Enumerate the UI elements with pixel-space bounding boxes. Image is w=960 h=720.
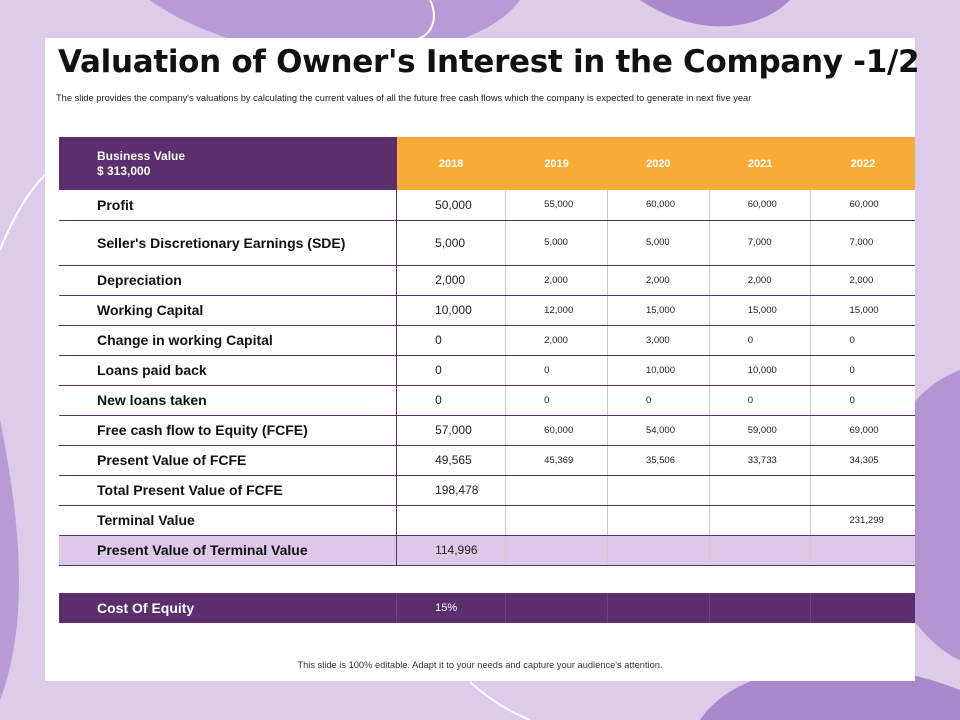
table-row xyxy=(59,295,915,325)
table-cell: 5,000 xyxy=(506,220,608,265)
table-cell: 3,000 xyxy=(607,325,709,355)
table-row xyxy=(59,325,915,355)
table-cell: 0 xyxy=(811,355,915,385)
row-label: Total Present Value of FCFE xyxy=(59,475,397,505)
table-row xyxy=(59,505,915,535)
table-cell xyxy=(709,593,811,623)
table-cell: 10,000 xyxy=(607,355,709,385)
table-cell: 69,000 xyxy=(811,415,915,445)
table-cell: 10,000 xyxy=(709,355,811,385)
row-label: Seller's Discretionary Earnings (SDE) xyxy=(59,220,397,265)
table-spacer xyxy=(59,565,915,593)
valuation-table xyxy=(59,137,915,623)
year-header-2021: 2021 xyxy=(709,137,811,190)
row-label: Working Capital xyxy=(59,295,397,325)
table-cell: 0 xyxy=(397,325,506,355)
table-cell: 114,996 xyxy=(397,535,506,565)
table-cell xyxy=(397,505,506,535)
table-row xyxy=(59,535,915,565)
table-cell: 10,000 xyxy=(397,295,506,325)
table-row xyxy=(59,265,915,295)
table-cell: 0 xyxy=(709,325,811,355)
footer-note: This slide is 100% editable. Adapt it to your needs and capture your audience's attention. xyxy=(297,660,663,670)
table-cell: 231,299 xyxy=(811,505,915,535)
table-cell xyxy=(811,475,915,505)
table-cell: 54,000 xyxy=(607,415,709,445)
table-row xyxy=(59,355,915,385)
table-cell: 12,000 xyxy=(506,295,608,325)
table-row xyxy=(59,190,915,220)
year-header-2019: 2019 xyxy=(506,137,608,190)
table-cell xyxy=(607,593,709,623)
table-cell: 2,000 xyxy=(811,265,915,295)
table-cell: 0 xyxy=(607,385,709,415)
table-cell: 45,369 xyxy=(506,445,608,475)
row-label: Free cash flow to Equity (FCFE) xyxy=(59,415,397,445)
cost-of-equity-row xyxy=(59,593,915,623)
table-cell: 2,000 xyxy=(506,265,608,295)
table-cell: 57,000 xyxy=(397,415,506,445)
table-cell: 7,000 xyxy=(811,220,915,265)
table-cell xyxy=(607,475,709,505)
table-cell: 198,478 xyxy=(397,475,506,505)
table-cell: 2,000 xyxy=(709,265,811,295)
table-row xyxy=(59,475,915,505)
year-header-2020: 2020 xyxy=(607,137,709,190)
row-label: Terminal Value xyxy=(59,505,397,535)
table-cell: 5,000 xyxy=(607,220,709,265)
page-title: Valuation of Owner's Interest in the Company -1/2 xyxy=(58,44,920,80)
table-cell xyxy=(607,535,709,565)
table-cell xyxy=(506,505,608,535)
table-cell: 0 xyxy=(506,355,608,385)
table-cell: 50,000 xyxy=(397,190,506,220)
table-row xyxy=(59,385,915,415)
table-cell: 60,000 xyxy=(607,190,709,220)
row-label: Present Value of Terminal Value xyxy=(59,535,397,565)
table-cell: 15,000 xyxy=(811,295,915,325)
table-cell xyxy=(709,505,811,535)
table-cell: 34,305 xyxy=(811,445,915,475)
row-label: Depreciation xyxy=(59,265,397,295)
table-cell xyxy=(709,535,811,565)
business-value-amount: $ 313,000 xyxy=(97,163,151,178)
table-cell: 0 xyxy=(397,355,506,385)
table-cell: 60,000 xyxy=(506,415,608,445)
table-cell: 0 xyxy=(811,385,915,415)
cost-of-equity-value: 15% xyxy=(397,593,506,623)
table-cell: 33,733 xyxy=(709,445,811,475)
table-cell: 2,000 xyxy=(506,325,608,355)
year-header-2022: 2022 xyxy=(811,137,915,190)
table-cell: 2,000 xyxy=(397,265,506,295)
table-header-row xyxy=(59,137,915,190)
table-cell: 15,000 xyxy=(607,295,709,325)
table-cell: 7,000 xyxy=(709,220,811,265)
table-cell: 59,000 xyxy=(709,415,811,445)
table-cell: 60,000 xyxy=(811,190,915,220)
page-subtitle: The slide provides the company's valuations by calculating the current values of all the future free cash flows which the company is expected to generate in next five year xyxy=(56,93,752,103)
row-label: Profit xyxy=(59,190,397,220)
year-header-2018: 2018 xyxy=(397,137,506,190)
table-cell xyxy=(811,535,915,565)
table-row xyxy=(59,220,915,265)
business-value-header xyxy=(59,137,397,190)
table-row xyxy=(59,415,915,445)
table-cell xyxy=(607,505,709,535)
table-cell: 0 xyxy=(709,385,811,415)
table-cell: 15,000 xyxy=(709,295,811,325)
business-value-label: Business Value xyxy=(97,148,186,163)
table-cell xyxy=(506,475,608,505)
table-cell: 2,000 xyxy=(607,265,709,295)
row-label: Present Value of FCFE xyxy=(59,445,397,475)
cost-of-equity-label: Cost Of Equity xyxy=(59,593,397,623)
slide-panel xyxy=(45,38,920,681)
table-cell xyxy=(811,593,915,623)
table-cell: 0 xyxy=(397,385,506,415)
table-cell: 35,506 xyxy=(607,445,709,475)
table-cell: 0 xyxy=(506,385,608,415)
table-row xyxy=(59,445,915,475)
table-cell xyxy=(709,475,811,505)
table-cell: 49,565 xyxy=(397,445,506,475)
table-cell: 5,000 xyxy=(397,220,506,265)
row-label: Loans paid back xyxy=(59,355,397,385)
table-cell: 0 xyxy=(811,325,915,355)
row-label: Change in working Capital xyxy=(59,325,397,355)
table-cell xyxy=(506,593,608,623)
table-cell: 55,000 xyxy=(506,190,608,220)
table-cell: 60,000 xyxy=(709,190,811,220)
table-cell xyxy=(506,535,608,565)
row-label: New loans taken xyxy=(59,385,397,415)
